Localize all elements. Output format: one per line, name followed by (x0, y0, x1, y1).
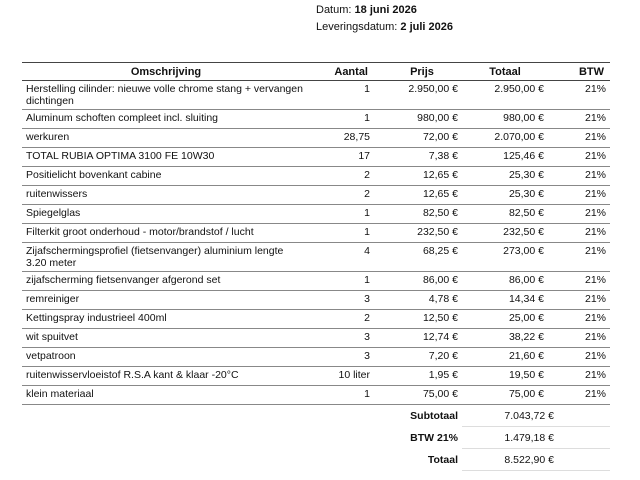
line-vat: 21% (584, 131, 606, 143)
line-quantity: 4 (364, 245, 370, 257)
table-row (22, 110, 610, 129)
line-description: wit spuitvet (26, 331, 78, 343)
line-quantity: 1 (364, 388, 370, 400)
line-total: 25,30 € (508, 188, 544, 200)
line-vat: 21% (584, 188, 606, 200)
line-total: 232,50 € (503, 226, 544, 238)
line-price: 7,20 € (428, 350, 458, 362)
line-description: Herstelling cilinder: nieuwe volle chrome stang + vervangen dichtingen (26, 83, 303, 107)
line-vat: 21% (584, 312, 606, 324)
invoice-date-value: 18 juni 2026 (354, 4, 417, 16)
line-vat: 21% (584, 245, 606, 257)
table-row (22, 310, 610, 329)
line-vat: 21% (584, 83, 606, 95)
line-vat: 21% (584, 226, 606, 238)
table-row (22, 81, 610, 110)
line-quantity: 3 (364, 331, 370, 343)
line-price: 7,38 € (428, 150, 458, 162)
line-total: 2.070,00 € (494, 131, 544, 143)
delivery-date (316, 21, 453, 34)
subtotal-row (22, 405, 610, 427)
line-price: 68,25 € (422, 245, 458, 257)
delivery-date-label: Leveringsdatum: (316, 21, 398, 33)
table-row (22, 243, 610, 272)
invoice-table (22, 62, 610, 471)
line-total: 25,00 € (508, 312, 544, 324)
line-price: 4,78 € (428, 293, 458, 305)
table-row (22, 224, 610, 243)
table-row (22, 367, 610, 386)
line-description: Spiegelglas (26, 207, 81, 219)
line-quantity: 2 (364, 169, 370, 181)
table-row (22, 205, 610, 224)
line-description: Filterkit groot onderhoud - motor/brandstof / lucht (26, 226, 254, 238)
line-total: 75,00 € (508, 388, 544, 400)
column-header-description: Omschrijving (130, 65, 202, 78)
line-vat: 21% (584, 169, 606, 181)
line-quantity: 1 (364, 274, 370, 286)
line-price: 12,65 € (422, 169, 458, 181)
invoice-totals (22, 405, 610, 471)
line-description: ruitenwissers (26, 188, 88, 200)
line-price: 75,00 € (422, 388, 458, 400)
grand-total-value: 8.522,90 € (462, 449, 610, 471)
line-description: vetpatroon (26, 350, 76, 362)
line-total: 19,50 € (508, 369, 544, 381)
line-vat: 21% (584, 350, 606, 362)
line-total: 25,30 € (508, 169, 544, 181)
line-description: zijafscherming fietsenvanger afgerond set (26, 274, 221, 286)
line-quantity: 2 (364, 312, 370, 324)
line-description: klein materiaal (26, 388, 94, 400)
invoice-date (316, 4, 417, 17)
invoice-lines (22, 81, 610, 405)
subtotal-value: 7.043,72 € (462, 405, 610, 427)
line-price: 82,50 € (422, 207, 458, 219)
table-row (22, 186, 610, 205)
line-description: ruitenwisservloeistof R.S.A kant & klaar -20°C (26, 369, 239, 381)
table-row (22, 348, 610, 367)
table-row (22, 167, 610, 186)
line-description: Zijafschermingsprofiel (fietsenvanger) aluminium lengte 3.20 meter (26, 245, 284, 269)
line-price: 72,00 € (422, 131, 458, 143)
grand-total-label: Totaal (427, 453, 458, 466)
line-price: 12,65 € (422, 188, 458, 200)
line-quantity: 10 liter (338, 369, 370, 381)
line-description: TOTAL RUBIA OPTIMA 3100 FE 10W30 (26, 150, 215, 162)
line-quantity: 1 (364, 83, 370, 95)
line-quantity: 3 (364, 350, 370, 362)
line-total: 38,22 € (508, 331, 544, 343)
grand-total-row (22, 449, 610, 471)
line-vat: 21% (584, 388, 606, 400)
line-total: 14,34 € (508, 293, 544, 305)
line-quantity: 1 (364, 226, 370, 238)
line-vat: 21% (584, 331, 606, 343)
table-row (22, 148, 610, 167)
column-header-vat: BTW (578, 65, 604, 78)
delivery-date-value: 2 juli 2026 (400, 21, 453, 33)
line-total: 125,46 € (503, 150, 544, 162)
column-header-total: Totaal (489, 65, 521, 78)
line-total: 82,50 € (508, 207, 544, 219)
line-vat: 21% (584, 293, 606, 305)
table-row (22, 329, 610, 348)
table-row (22, 272, 610, 291)
line-total: 2.950,00 € (494, 83, 544, 95)
line-vat: 21% (584, 150, 606, 162)
line-description: werkuren (26, 131, 70, 143)
line-description: Aluminum schoften compleet incl. sluiting (26, 112, 219, 124)
line-description: Kettingspray industrieel 400ml (26, 312, 167, 324)
table-row (22, 129, 610, 148)
line-total: 273,00 € (503, 245, 544, 257)
line-price: 232,50 € (417, 226, 458, 238)
invoice-table-header (22, 63, 610, 81)
line-price: 980,00 € (417, 112, 458, 124)
table-row (22, 386, 610, 405)
line-total: 86,00 € (508, 274, 544, 286)
line-vat: 21% (584, 274, 606, 286)
line-quantity: 28,75 (343, 131, 370, 143)
line-price: 2.950,00 € (408, 83, 458, 95)
line-description: Positielicht bovenkant cabine (26, 169, 162, 181)
line-description: remreiniger (26, 293, 80, 305)
subtotal-label: Subtotaal (410, 409, 458, 422)
line-price: 86,00 € (422, 274, 458, 286)
line-quantity: 3 (364, 293, 370, 305)
line-quantity: 1 (364, 207, 370, 219)
line-total: 980,00 € (503, 112, 544, 124)
column-header-quantity: Aantal (334, 65, 368, 78)
vat-total-row (22, 427, 610, 449)
invoice-date-label: Datum: (316, 4, 352, 16)
column-header-price: Prijs (410, 65, 434, 78)
line-total: 21,60 € (508, 350, 544, 362)
line-vat: 21% (584, 112, 606, 124)
line-price: 1,95 € (428, 369, 458, 381)
line-price: 12,74 € (422, 331, 458, 343)
vat-total-label: BTW 21% (410, 431, 458, 444)
line-quantity: 1 (364, 112, 370, 124)
vat-total-value: 1.479,18 € (462, 427, 610, 449)
line-vat: 21% (584, 369, 606, 381)
line-quantity: 17 (358, 150, 370, 162)
table-row (22, 291, 610, 310)
header-row (22, 63, 610, 81)
line-vat: 21% (584, 207, 606, 219)
line-quantity: 2 (364, 188, 370, 200)
line-price: 12,50 € (422, 312, 458, 324)
